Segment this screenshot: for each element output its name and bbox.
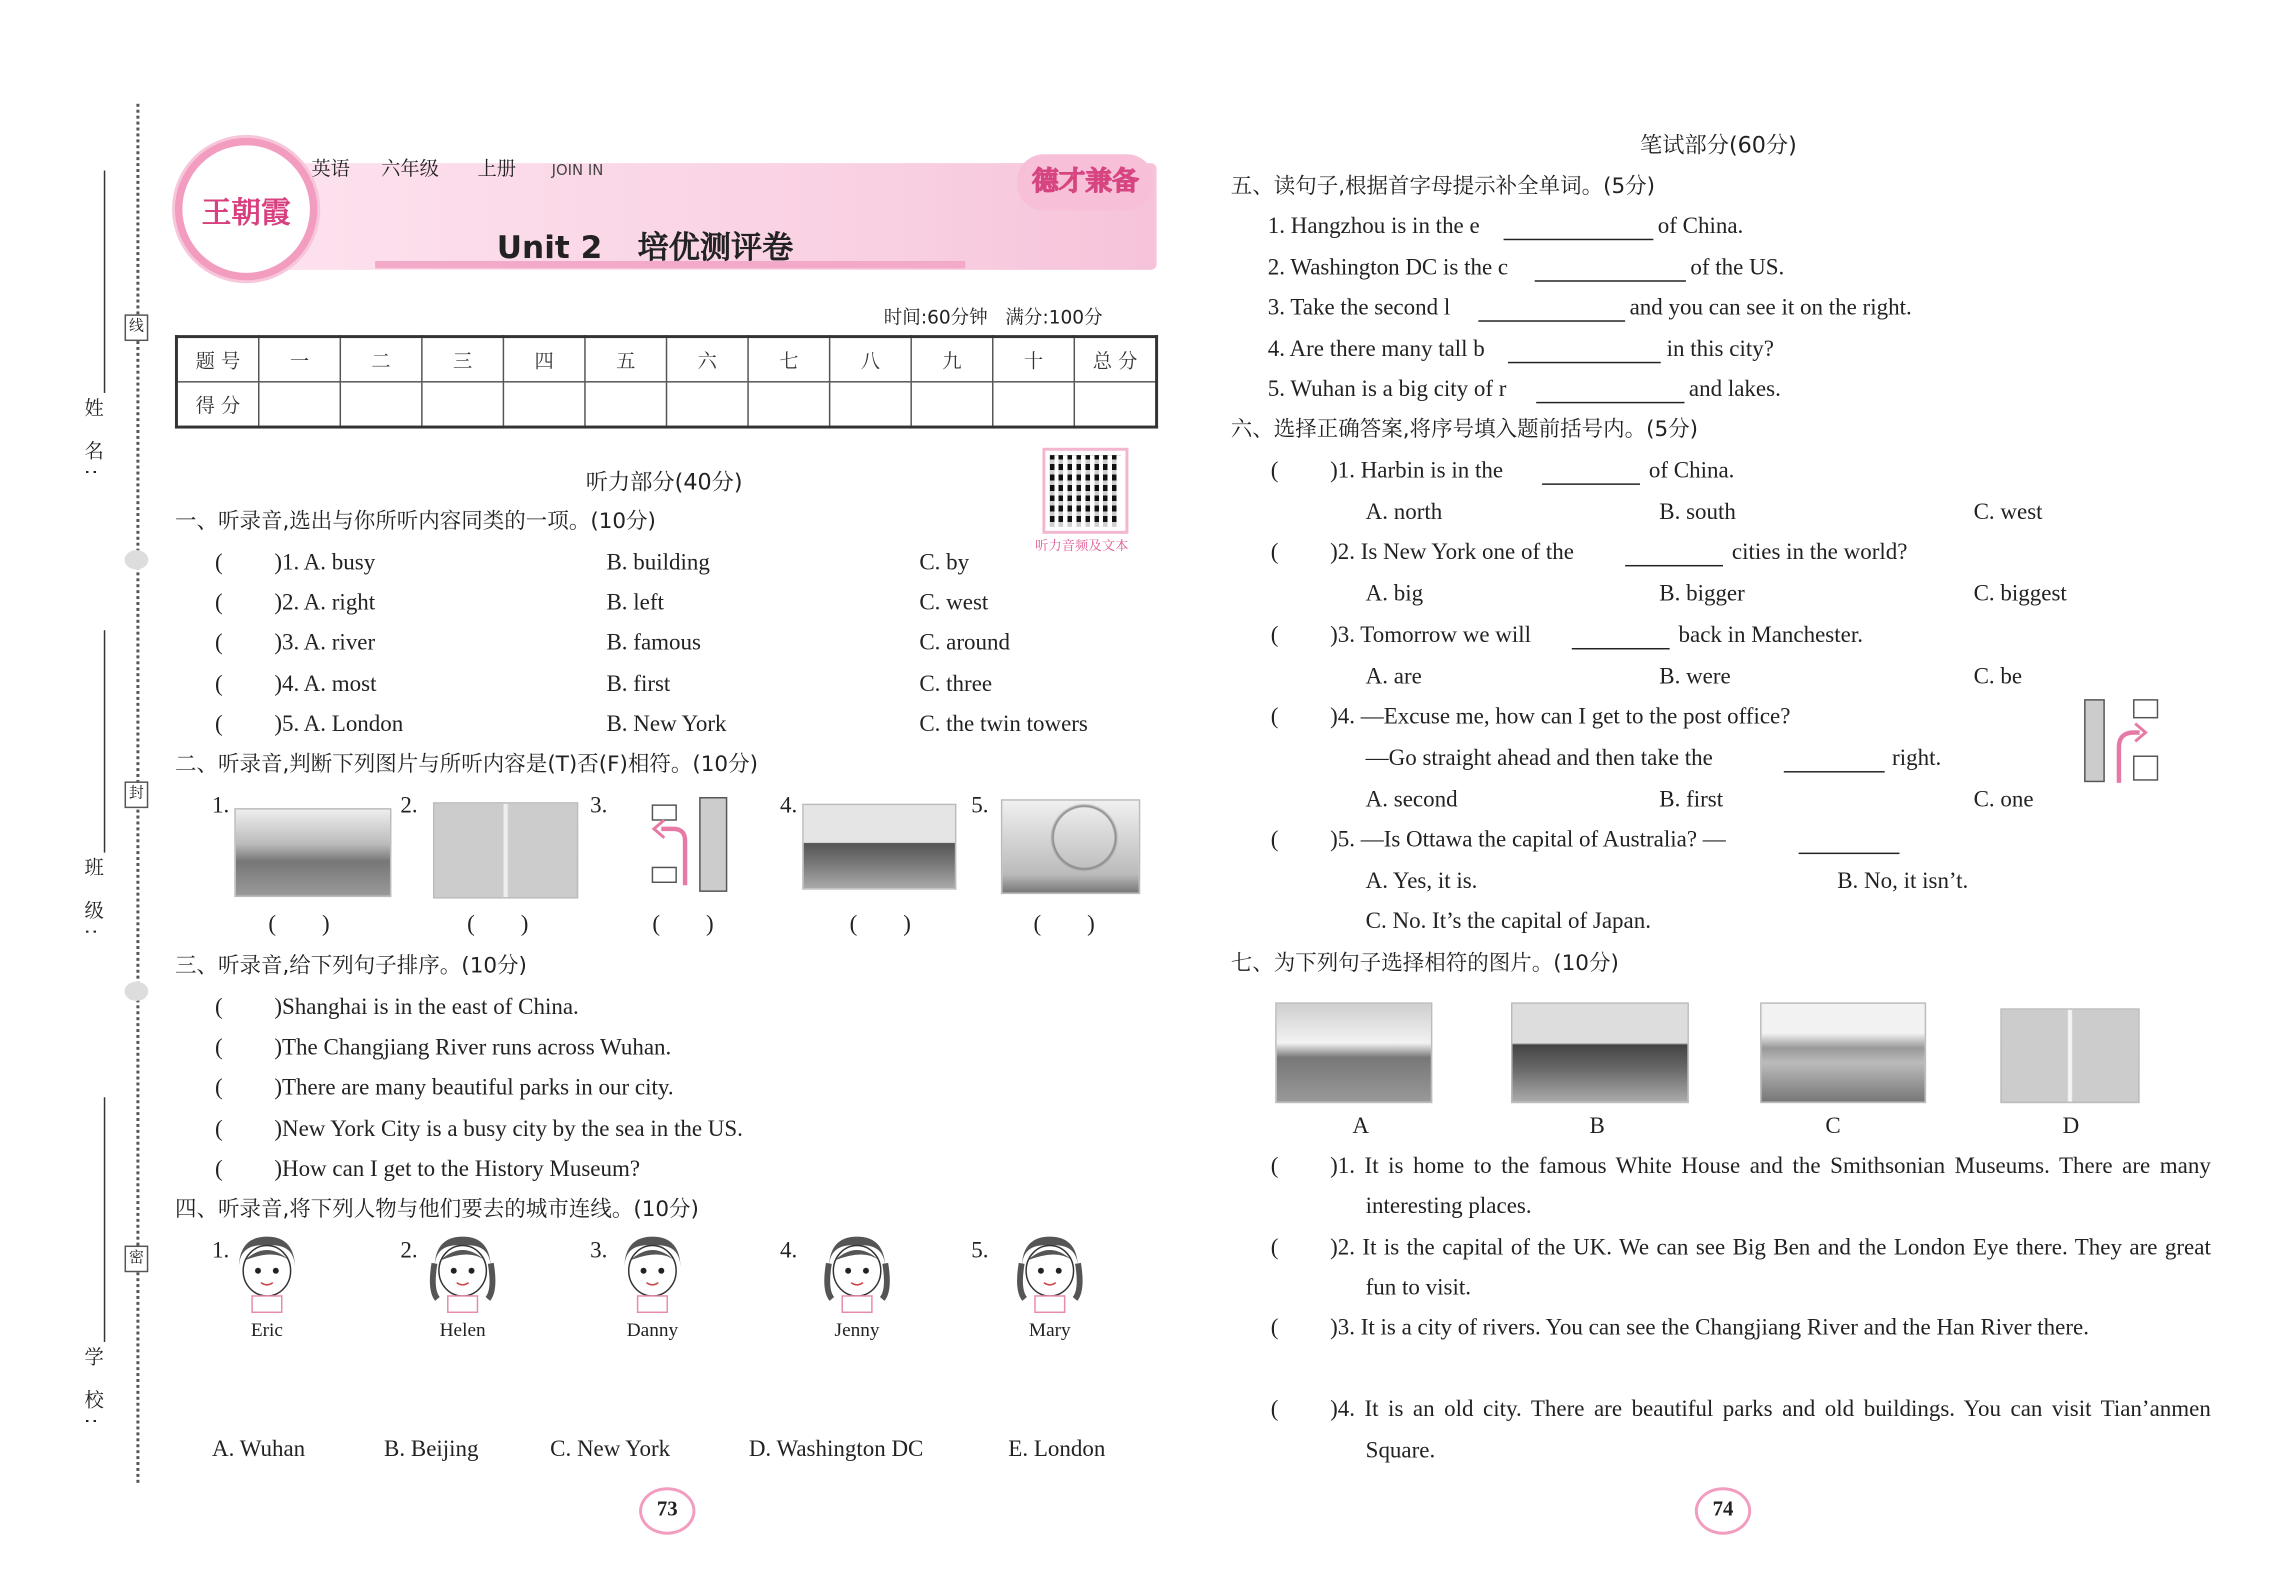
true-false-paren[interactable]: ( ) (467, 911, 529, 938)
choice-a[interactable]: A. Yes, it is. (1365, 868, 1478, 895)
score-cell[interactable] (748, 382, 830, 427)
margin-ornament-icon (125, 550, 149, 569)
word-blank[interactable] (1536, 402, 1684, 403)
question-text: )5. —Is Ottawa the capital of Australia? — (1330, 827, 1726, 853)
answer-paren[interactable]: ( (215, 671, 223, 697)
score-table (175, 335, 1158, 428)
page-title-unit: Unit 2 (496, 229, 603, 266)
washington-monument-photo (433, 802, 578, 898)
city-option: E. London (1008, 1436, 1106, 1463)
question-text: )1. Harbin is in the (1330, 458, 1504, 484)
option-b: B. building (606, 550, 710, 576)
section-3-heading: 三、听录音,给下列句子排序。(10分) (174, 954, 527, 979)
choice-a[interactable]: A. are (1365, 664, 1422, 690)
table-row-label: 得 分 (176, 382, 258, 427)
volume: 上册 (477, 158, 517, 181)
score-cell[interactable] (585, 382, 667, 427)
table-header-cell: 六 (667, 337, 749, 382)
table-header-cell: 八 (830, 337, 912, 382)
answer-paren[interactable]: ( (215, 590, 223, 616)
fill-in-sentence-end: and you can see it on the right. (1629, 295, 1912, 321)
sentence-item: )Shanghai is in the east of China. (274, 994, 579, 1021)
table-header-cell: 七 (748, 337, 830, 382)
question-text: )3. Tomorrow we will (1330, 622, 1532, 648)
margin-ornament-icon (125, 982, 149, 1001)
grade: 六年级 (381, 158, 439, 181)
fill-in-sentence: 5. Wuhan is a big city of r (1267, 376, 1507, 402)
score-cell[interactable] (830, 382, 912, 427)
choice-b[interactable]: B. No, it isn’t. (1837, 868, 1969, 895)
answer-paren[interactable]: ( (215, 1075, 223, 1101)
picture-label: A (1352, 1113, 1369, 1139)
section-1-heading: 一、听录音,选出与你所听内容同类的一项。(10分) (174, 510, 656, 534)
table-header-cell: 二 (340, 337, 422, 382)
answer-paren[interactable]: ( (1270, 1153, 1279, 1179)
score-cell[interactable] (259, 382, 341, 427)
fill-in-sentence: 1. Hangzhou is in the e (1267, 213, 1480, 239)
answer-paren[interactable]: ( (215, 550, 223, 576)
page-title: 培优测评卷 (637, 229, 794, 266)
option-a: )2. A. right (274, 590, 376, 616)
picture-number: 2. (400, 793, 418, 819)
fill-in-sentence: 2. Washington DC is the c (1267, 254, 1509, 280)
choice-blank[interactable] (1784, 771, 1885, 772)
option-a: )1. A. busy (274, 550, 376, 576)
option-b: B. famous (606, 630, 701, 656)
tiananmen-photo (1511, 1002, 1689, 1103)
seal-mark-xian: 线 (125, 314, 149, 341)
person-name: Eric (250, 1318, 283, 1341)
fill-in-sentence-end: of the US. (1690, 254, 1785, 280)
publisher-logo (175, 138, 317, 280)
person-number: 5. (971, 1238, 989, 1264)
answer-paren[interactable]: ( (1270, 704, 1279, 730)
washington-monument-photo (2000, 1008, 2139, 1103)
school-label: 学 校: (80, 1346, 103, 1434)
child-avatar-icon (820, 1231, 894, 1314)
child-avatar-icon (230, 1231, 304, 1314)
score-cell[interactable] (503, 382, 585, 427)
city-option: D. Washington DC (748, 1436, 924, 1463)
answer-paren[interactable]: ( (1270, 539, 1279, 565)
score-cell[interactable] (667, 382, 749, 427)
section-2-heading: 二、听录音,判断下列图片与所听内容是(T)否(F)相符。(10分) (174, 753, 759, 777)
qr-caption: 听力音频及文本 (1034, 539, 1129, 555)
picture-number: 3. (590, 793, 608, 819)
score-cell[interactable] (422, 382, 504, 427)
school-line (104, 1097, 105, 1342)
person-name: Danny (626, 1318, 679, 1341)
true-false-paren[interactable]: ( ) (268, 911, 330, 938)
writing-section-title: 笔试部分(60分) (1639, 131, 1797, 159)
true-false-paren[interactable]: ( ) (652, 911, 714, 938)
child-avatar-icon (426, 1231, 500, 1314)
picture-number: 4. (779, 793, 798, 819)
picture-label: D (2062, 1113, 2080, 1139)
person-name: Jenny (834, 1318, 880, 1341)
choice-a[interactable]: A. second (1365, 787, 1458, 813)
listening-section-title: 听力部分(40分) (585, 468, 743, 496)
choice-b[interactable]: B. were (1659, 664, 1731, 690)
answer-paren[interactable]: ( (1270, 1315, 1279, 1342)
true-false-paren[interactable]: ( ) (849, 911, 911, 938)
wuhan-bridge-photo (1760, 1002, 1926, 1103)
choice-b[interactable]: B. bigger (1659, 581, 1745, 607)
qr-code-icon (1050, 455, 1121, 526)
answer-paren[interactable]: ( (215, 630, 223, 656)
answer-paren[interactable]: ( (215, 1156, 223, 1182)
word-blank[interactable] (1504, 239, 1654, 240)
section-5-heading: 五、读句子,根据首字母提示补全单词。(5分) (1230, 174, 1656, 199)
choice-b[interactable]: B. first (1659, 787, 1724, 813)
choice-a[interactable]: A. north (1365, 499, 1443, 525)
word-blank[interactable] (1508, 361, 1661, 362)
choice-a[interactable]: A. big (1365, 581, 1424, 607)
london-big-ben-photo (1275, 1002, 1432, 1103)
score-cell[interactable] (1074, 382, 1156, 427)
word-blank[interactable] (1478, 320, 1625, 321)
choice-blank[interactable] (1542, 483, 1640, 484)
picture-label: C (1825, 1113, 1841, 1139)
answer-paren[interactable]: ( (1270, 1396, 1279, 1423)
option-c: C. three (919, 671, 993, 697)
option-c: C. by (919, 550, 970, 576)
description-item: )1. It is home to the famous White House and the Smithsonian Museums. There are many interesting places. (1330, 1153, 2211, 1220)
subject: 英语 (311, 158, 350, 181)
word-blank[interactable] (1535, 280, 1686, 281)
class-line (104, 630, 105, 852)
option-c: C. around (919, 630, 1010, 656)
person-number: 3. (590, 1238, 608, 1264)
person-number: 2. (400, 1238, 418, 1264)
option-a: )5. A. London (274, 711, 404, 737)
fill-in-sentence-end: and lakes. (1688, 376, 1781, 402)
answer-paren[interactable]: ( (1270, 827, 1279, 853)
score-cell[interactable] (911, 382, 993, 427)
score-cell[interactable] (993, 382, 1075, 427)
option-b: B. first (606, 671, 671, 697)
person-name: Mary (1028, 1318, 1071, 1341)
answer-paren[interactable]: ( (215, 711, 223, 737)
edition: JOIN IN (551, 163, 604, 180)
question-text: )2. Is New York one of the (1330, 539, 1574, 565)
picture-number: 1. (212, 793, 230, 819)
fill-in-sentence-end: in this city? (1666, 335, 1774, 362)
choice-c[interactable]: C. one (1973, 787, 2034, 813)
choice-blank[interactable] (1625, 565, 1723, 566)
person-number: 1. (212, 1238, 230, 1264)
class-label: 班 级: (80, 857, 103, 944)
score-cell[interactable] (340, 382, 422, 427)
table-header-cell: 三 (422, 337, 504, 382)
choice-c[interactable]: C. west (1973, 499, 2043, 525)
choice-blank[interactable] (1799, 853, 1900, 854)
section-7-heading: 七、为下列句子选择相符的图片。(10分) (1230, 951, 1619, 976)
direction-diagram-icon (2083, 697, 2160, 786)
tiananmen-photo (802, 804, 956, 890)
answer-paren[interactable]: ( (215, 994, 223, 1021)
table-header-cell: 四 (503, 337, 585, 382)
seal-mark-mi: 密 (125, 1246, 149, 1273)
london-eye-photo (1001, 799, 1140, 894)
sentence-item: )How can I get to the History Museum? (274, 1156, 641, 1182)
motto-badge: 德才兼备 (1017, 154, 1153, 210)
question-text: —Go straight ahead and then take the (1365, 745, 1713, 772)
table-header-cell: 十 (993, 337, 1075, 382)
question-number-row (176, 337, 1156, 382)
option-b: B. left (606, 590, 664, 616)
option-c: C. west (919, 590, 989, 616)
choice-c[interactable]: C. biggest (1973, 581, 2067, 607)
answer-paren[interactable]: ( (1270, 458, 1279, 484)
choice-c[interactable]: C. No. It’s the capital of Japan. (1365, 908, 1651, 935)
section-4-heading: 四、听录音,将下列人物与他们要去的城市连线。(10分) (174, 1198, 699, 1222)
sentence-item: )The Changjiang River runs across Wuhan. (274, 1035, 672, 1061)
description-item: )3. It is a city of rivers. You can see the Changjiang River and the Han River there. (1330, 1315, 2089, 1342)
name-line (104, 171, 105, 393)
section-6-heading: 六、选择正确答案,将序号填入题前括号内。(5分) (1230, 418, 1699, 442)
table-header-cell: 九 (911, 337, 993, 382)
picture-number: 5. (971, 793, 989, 819)
child-avatar-icon (615, 1231, 689, 1314)
answer-paren[interactable]: ( (1270, 1234, 1279, 1260)
direction-diagram-icon (649, 796, 729, 894)
fill-in-sentence-end: of China. (1657, 213, 1744, 239)
option-b: B. New York (606, 711, 727, 737)
answer-paren[interactable]: ( (215, 1035, 223, 1061)
question-text-end: cities in the world? (1731, 539, 1908, 565)
city-option: B. Beijing (384, 1436, 479, 1463)
description-item: )2. It is the capital of the UK. We can see Big Ben and the London Eye there. They are great fun to visit. (1330, 1234, 2211, 1301)
table-header-cell: 一 (259, 337, 341, 382)
table-header-label: 题 号 (176, 337, 258, 382)
answer-paren[interactable]: ( (215, 1115, 223, 1142)
picture-label: B (1589, 1113, 1605, 1139)
option-a: )4. A. most (274, 671, 377, 697)
table-header-cell: 总 分 (1074, 337, 1156, 382)
description-item: )4. It is an old city. There are beautiful parks and old buildings. You can visit Tian’anmen Square. (1330, 1396, 2211, 1463)
seal-mark-feng: 封 (125, 781, 149, 808)
exam-info: 时间:60分钟 满分:100分 (883, 305, 1103, 328)
city-option: C. New York (550, 1436, 671, 1463)
person-number: 4. (779, 1238, 798, 1264)
option-a: )3. A. river (274, 630, 376, 656)
fill-in-sentence: 3. Take the second l (1267, 295, 1451, 321)
true-false-paren[interactable]: ( ) (1033, 911, 1095, 938)
page-number-left: 73 (639, 1487, 695, 1534)
great-wall-photo (234, 808, 391, 897)
choice-blank[interactable] (1572, 648, 1670, 649)
logo-text: 王朝霞 (201, 193, 291, 230)
person-name: Helen (439, 1318, 486, 1341)
page-number-right: 74 (1695, 1487, 1751, 1534)
name-label: 姓 名: (80, 397, 103, 485)
question-text-end: back in Manchester. (1678, 622, 1863, 648)
score-row (176, 382, 1156, 427)
child-avatar-icon (1013, 1231, 1087, 1314)
option-c: C. the twin towers (919, 711, 1088, 737)
sentence-item: )New York City is a busy city by the sea in the US. (274, 1115, 743, 1142)
fill-in-sentence: 4. Are there many tall b (1267, 335, 1485, 362)
city-option: A. Wuhan (212, 1436, 306, 1463)
sentence-item: )There are many beautiful parks in our city. (274, 1075, 674, 1101)
choice-c[interactable]: C. be (1973, 664, 2023, 690)
table-header-cell: 五 (585, 337, 667, 382)
question-text: )4. —Excuse me, how can I get to the post office? (1330, 704, 1791, 730)
question-text-end: right. (1892, 745, 1942, 772)
answer-paren[interactable]: ( (1270, 622, 1279, 648)
choice-b[interactable]: B. south (1659, 499, 1736, 525)
question-text-end: of China. (1648, 458, 1735, 484)
